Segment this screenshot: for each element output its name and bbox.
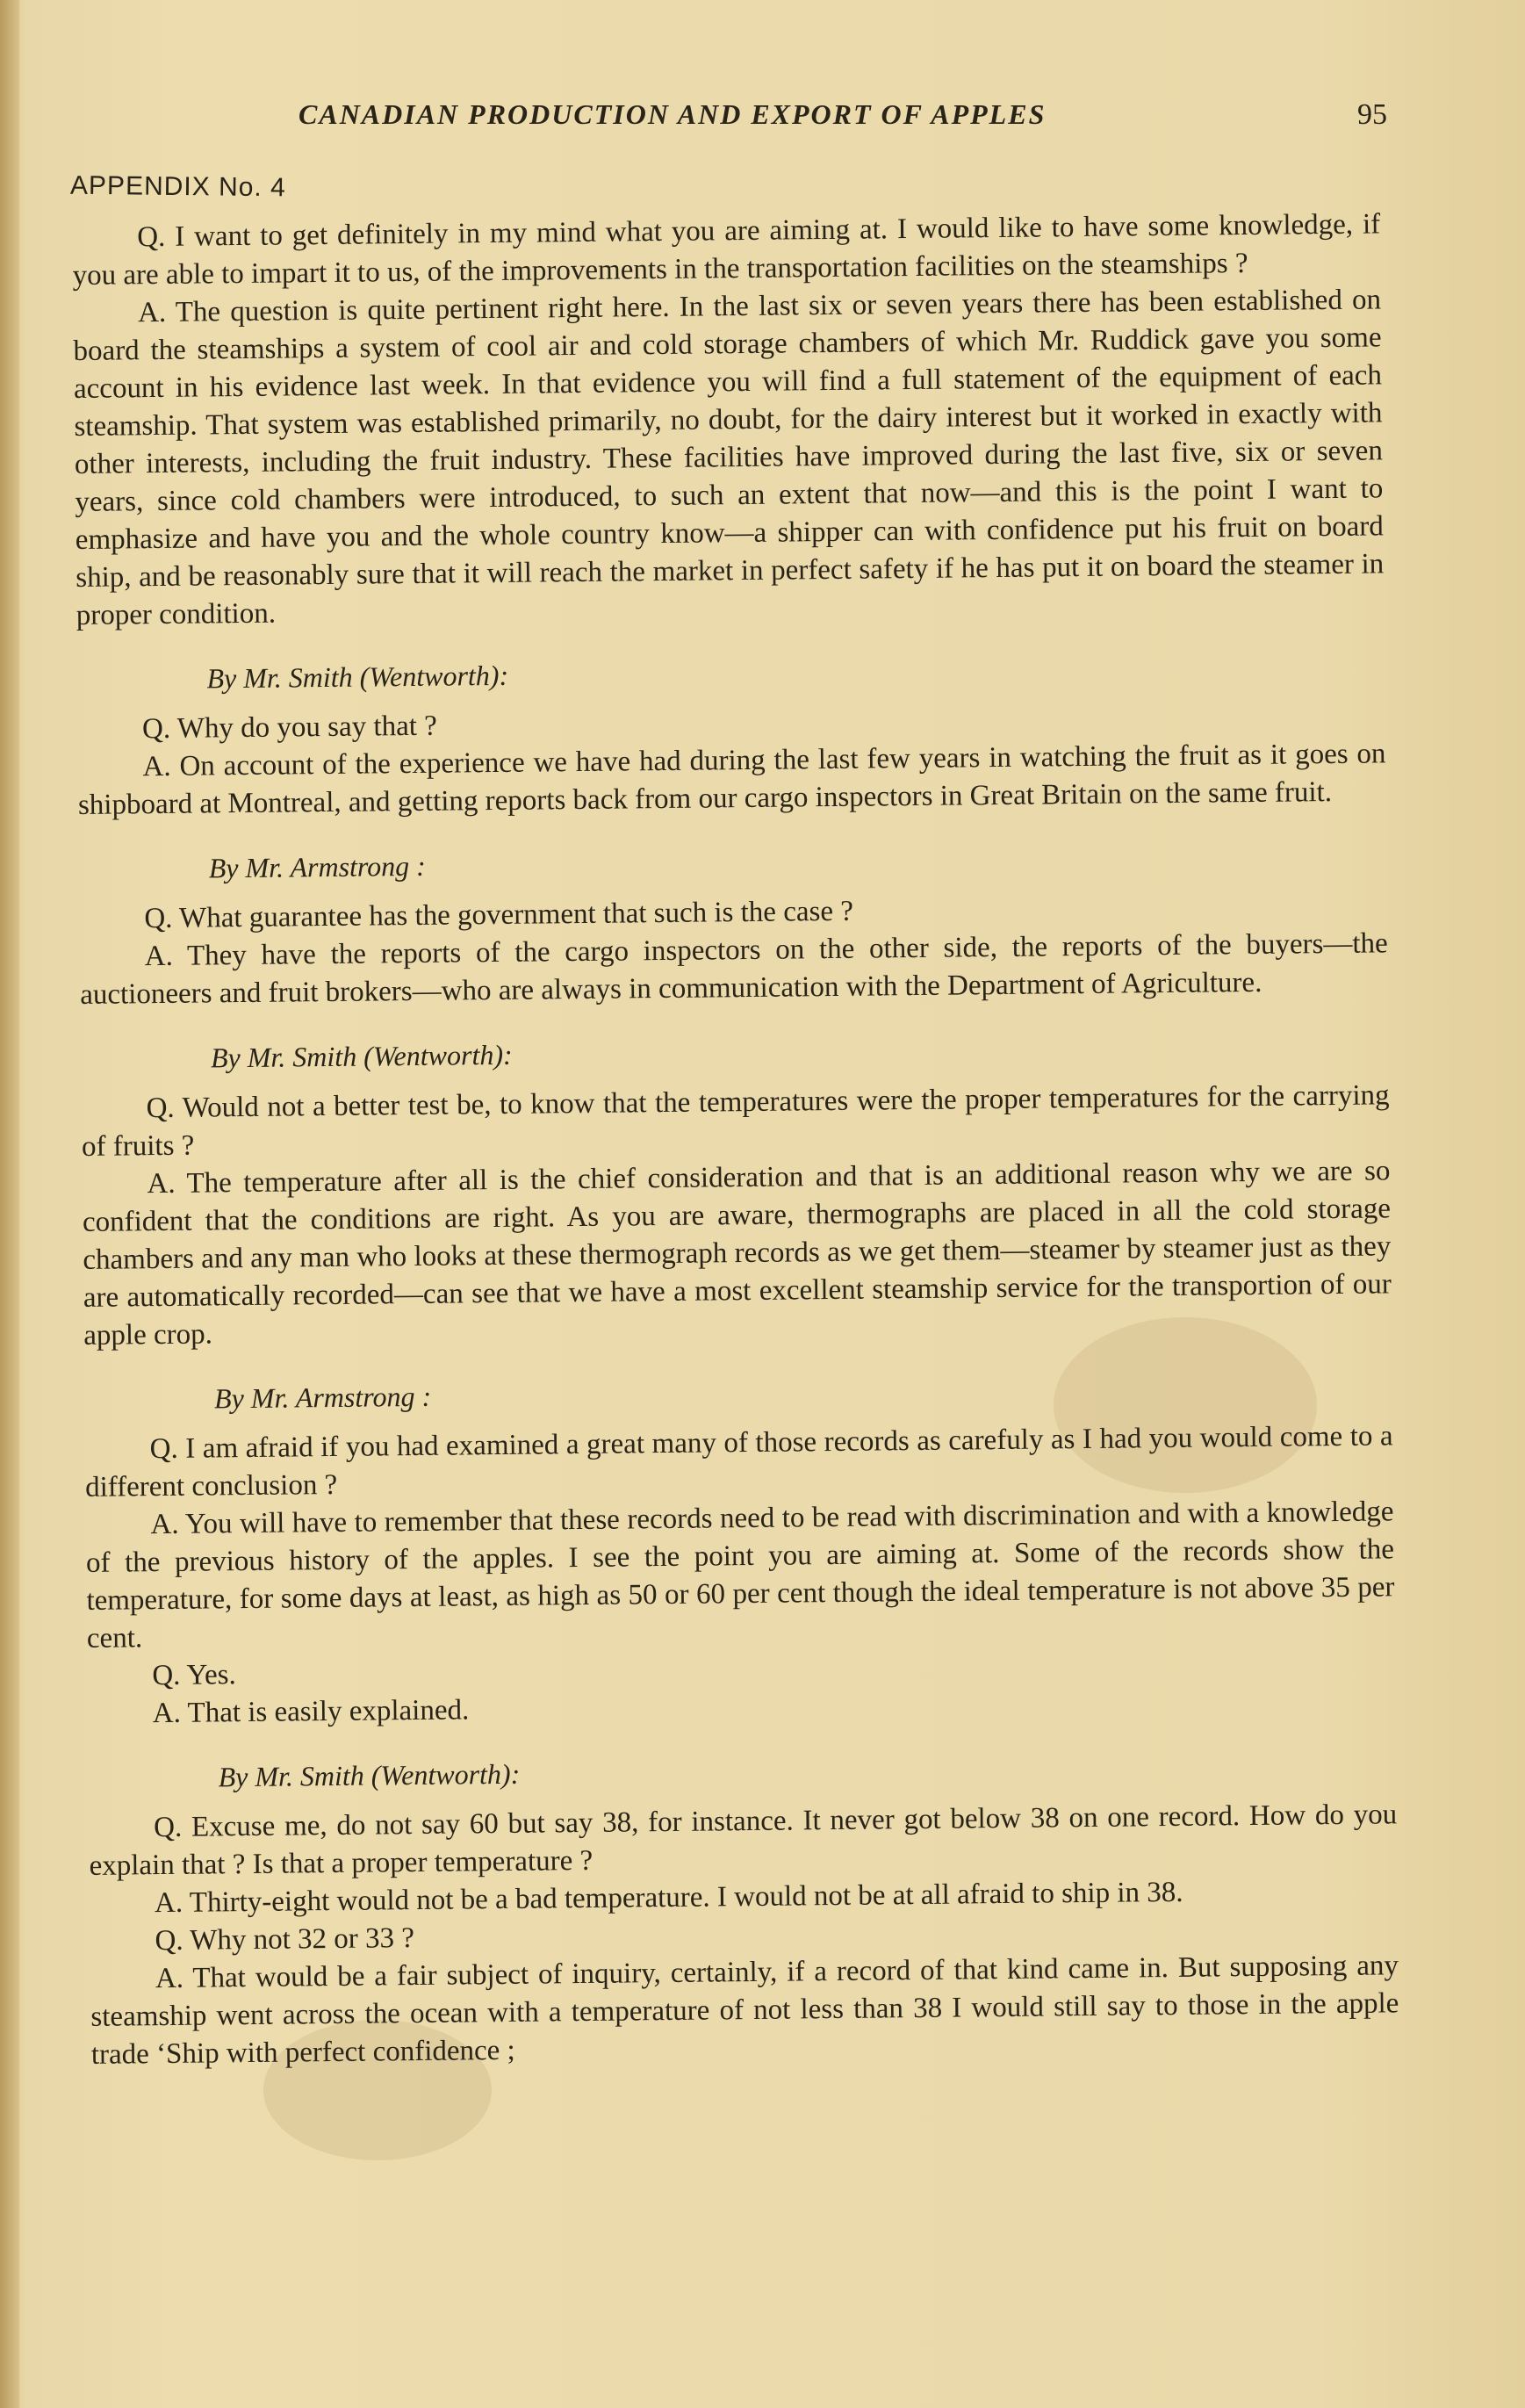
testimony-paragraph: Q. Would not a better test be, to know that the temperatures were the proper temperatures for the carrying of fruits ? — [81, 1079, 1390, 1163]
running-title: CANADIAN PRODUCTION AND EXPORT OF APPLES — [299, 98, 1047, 130]
speaker-heading: By Mr. Smith (Wentworth): — [206, 659, 509, 695]
testimony-paragraph: Q. Why not 32 or 33 ? — [155, 1922, 415, 1957]
speaker-heading: By Mr. Armstrong : — [213, 1380, 432, 1415]
testimony-paragraph: Q. I want to get definitely in my mind what you are aiming at. I would like to have some knowledge, if you are able to impart it to us, of the improvements in the transportation facilities on the steamships ? — [72, 208, 1381, 292]
page-number: 95 — [1357, 98, 1387, 131]
testimony-paragraph: Q. Why do you say that ? — [141, 710, 438, 746]
page-spine-shadow — [0, 0, 19, 2408]
testimony-paragraph: A. That would be a fair subject of inquiry, certainly, if a record of that kind came in. But supposing any steamship went across the ocean with a temperature of not less than 38 I would still say to those in the apple trade ‘Ship with perfect confidence ; — [90, 1950, 1399, 2071]
testimony-paragraph: Q. I am afraid if you had examined a great many of those records as carefuly as I had you would come to a different conclusion ? — [84, 1420, 1393, 1503]
testimony-paragraph: A. On account of the experience we have had during the last few years in watching the fruit as it goes on shipboard at Montreal, and getting reports back from our cargo inspectors in Great Britain on the same fruit. — [77, 738, 1386, 821]
testimony-paragraph: Q. What guarantee has the government that such is the case ? — [144, 895, 854, 935]
testimony-paragraph: Q. Yes. — [152, 1659, 236, 1692]
testimony-paragraph: A. That is easily explained. — [152, 1694, 470, 1730]
speaker-heading: By Mr. Smith (Wentworth): — [218, 1757, 521, 1793]
testimony-paragraph: A. They have the reports of the cargo inspectors on the other side, the reports of the buyers—the auctioneers and fruit brokers—who are always in communication with the Department of Agriculture. — [80, 927, 1388, 1011]
running-header — [299, 98, 1387, 151]
testimony-paragraph: A. The question is quite pertinent right here. In the last six or seven years there has been established on board the steamships a system of cool air and cold storage chambers of which Mr. Ruddick gave you some account in his evidence last week. In that evidence you will find a full statement of the equipment of each steamship. That system was established primarily, no doubt, for the dairy interest but it worked in exactly with other interests, including the fruit industry. These facilities have improved during the last five, six or seven years, since cold chambers were introduced, to such an extent that now—and this is the point I want to emphasize and have you and the whole country know—a shipper can with confidence put his fruit on board ship, and be reasonably sure that it will reach the market in perfect safety if he has put it on board the steamer in proper condition. — [73, 284, 1385, 631]
testimony-paragraph: A. Thirty-eight would not be a bad temperature. I would not be at all afraid to ship in 38. — [154, 1876, 1183, 1920]
testimony-paragraph: Q. Excuse me, do not say 60 but say 38, for instance. It never got below 38 on one record. How do you explain that ? Is that a proper temperature ? — [89, 1799, 1398, 1882]
document-body — [72, 205, 1399, 2073]
speaker-heading: By Mr. Armstrong : — [208, 849, 427, 884]
speaker-heading: By Mr. Smith (Wentworth): — [210, 1038, 513, 1074]
testimony-paragraph: A. You will have to remember that these records need to be read with discrimination and with a knowledge of the previous history of the apples. I see the point you are aiming at. Some of the records show the temperature, for some days at least, as high as 50 or 60 per cent though the ideal temperature is not above 35 per cent. — [85, 1496, 1395, 1655]
testimony-paragraph: A. The temperature after all is the chief consideration and that is an additional reason why we are so confident that the conditions are right. As you are aware, thermographs are placed in all the cold storage chambers and any man who looks at these thermograph records as we get them—steamer by steamer just as they are automatically recorded—can see that we have a most excellent steamship service for the transportion of our apple crop. — [82, 1155, 1392, 1352]
appendix-label: APPENDIX No. 4 — [69, 170, 286, 203]
